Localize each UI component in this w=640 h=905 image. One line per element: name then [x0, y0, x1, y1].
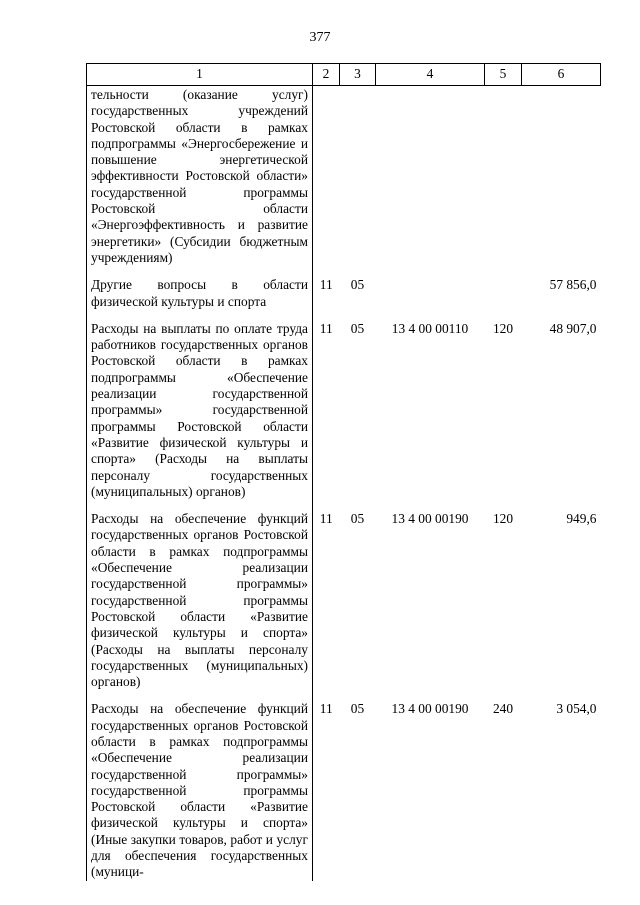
table-row — [87, 277, 601, 310]
row-section — [313, 86, 340, 267]
row-amount — [522, 86, 601, 267]
row-expense-type: 120 — [492, 511, 514, 527]
row-section: 11 — [319, 320, 333, 336]
row-expense-type — [485, 277, 522, 310]
column-header-5: 5 — [485, 64, 522, 86]
row-target-code: 13 4 00 00190 — [391, 511, 469, 527]
row-amount: 48 907,0 — [549, 320, 597, 336]
row-subsection: 05 — [350, 320, 365, 336]
table-row — [87, 321, 601, 500]
row-subsection: 05 — [350, 277, 365, 293]
row-section: 11 — [319, 277, 333, 293]
row-amount: 3 054,0 — [556, 701, 597, 717]
row-section: 11 — [319, 511, 333, 527]
table-header-row — [87, 64, 601, 86]
row-subsection: 05 — [350, 511, 365, 527]
row-target-code: 13 4 00 00110 — [391, 320, 469, 336]
budget-table — [86, 63, 601, 881]
column-header-2: 2 — [313, 64, 340, 86]
table-row — [87, 86, 601, 267]
row-name: Расходы на выплаты по оплате труда работников государственных органов Ростовской области в рамках подпрограммы «Обеспечение реализации государственной программы» государственной программы Ростовской области «Развитие физической культуры и спорта» (Расходы на выплаты персоналу государственных (муниципальных) органов) — [87, 321, 313, 500]
column-header-6: 6 — [522, 64, 601, 86]
row-expense-type: 120 — [492, 320, 514, 336]
column-header-1: 1 — [87, 64, 313, 86]
column-header-3: 3 — [340, 64, 376, 86]
row-target-code — [376, 86, 485, 267]
row-expense-type — [485, 86, 522, 267]
row-target-code — [376, 277, 485, 310]
page-number: 377 — [309, 30, 331, 45]
table-row — [87, 511, 601, 690]
row-name: Другие вопросы в области физической культуры и спорта — [87, 277, 313, 310]
row-section: 11 — [319, 701, 333, 717]
row-name: Расходы на обеспечение функций государственных органов Ростовской области в рамках подпрограммы «Обеспечение реализации государственной программы» государственной программы Ростовской области «Развитие физической культуры и спорта» (Иные закупки товаров, работ и услуг для обеспечения государственных (муници- — [87, 701, 313, 880]
row-amount: 57 856,0 — [549, 277, 597, 293]
row-expense-type: 240 — [492, 701, 514, 717]
table-row — [87, 701, 601, 880]
row-name: Расходы на обеспечение функций государственных органов Ростовской области в рамках подпрограммы «Обеспечение реализации государственной программы» государственной программы Ростовской области «Развитие физической культуры и спорта» (Расходы на выплаты персоналу государственных (муниципальных) органов) — [87, 511, 313, 690]
row-subsection — [340, 86, 376, 267]
row-target-code: 13 4 00 00190 — [391, 701, 469, 717]
column-header-4: 4 — [376, 64, 485, 86]
row-amount: 949,6 — [566, 511, 597, 527]
row-name: тельности (оказание услуг) государственных учреждений Ростовской области в рамках подпрограммы «Энергосбережение и повышение энергетической эффективности Ростовской области» государственной программы Ростовской области «Энергоэффективность и развитие энергетики» (Субсидии бюджетным учреждениям) — [87, 86, 313, 267]
row-subsection: 05 — [350, 701, 365, 717]
